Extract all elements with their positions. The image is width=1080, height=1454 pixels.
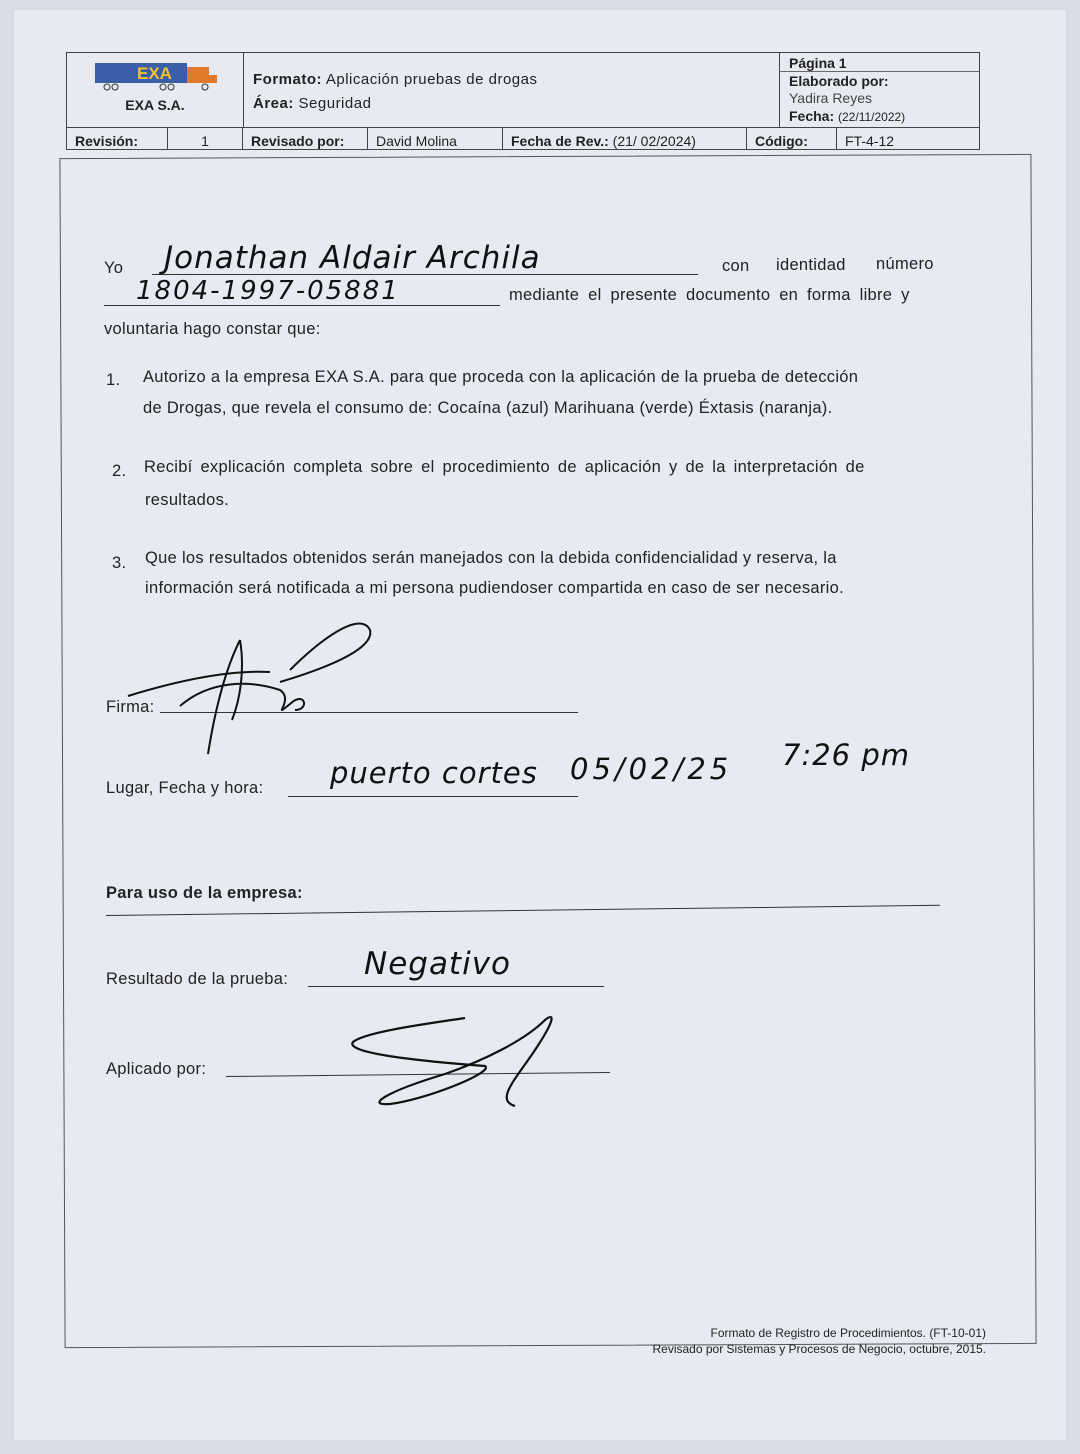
resultado-label: Resultado de la prueba:: [106, 970, 289, 988]
footer-line-1: Formato de Registro de Procedimientos. (FT-10-01): [710, 1326, 986, 1340]
item-3-line1: Que los resultados obtenidos serán manejados con la debida confidencialidad y reserva, la: [145, 549, 837, 567]
applicator-signature: [345, 1010, 565, 1110]
revision-row: [67, 127, 979, 149]
item-1-line2: de Drogas, que revela el consumo de: Cocaína (azul) Marihuana (verde) Éxtasis (naranja).: [143, 399, 833, 417]
lugar-line: [288, 796, 578, 797]
revision-value: 1: [168, 128, 243, 149]
item-1-line1: Autorizo a la empresa EXA S.A. para que proceda con la aplicación de la prueba de detección: [143, 368, 859, 386]
elaborado-value: Yadira Reyes: [789, 90, 873, 106]
fecha-label: Fecha:: [789, 108, 835, 124]
item-2-number: 2.: [112, 462, 127, 480]
aplicado-label: Aplicado por:: [106, 1060, 207, 1078]
fecha-value: (22/11/2022): [838, 110, 906, 124]
mediante-text: mediante el presente documento en forma libre y: [509, 286, 910, 304]
area-label: Área:: [253, 95, 294, 112]
header-table: [66, 52, 980, 150]
handwritten-name: Jonathan Aldair Archila: [164, 240, 541, 276]
empresa-heading: Para uso de la empresa:: [106, 884, 303, 902]
elaborado-label: Elaborado por:: [789, 73, 889, 89]
con-word: con: [722, 257, 750, 275]
svg-text:EXA: EXA: [137, 64, 172, 83]
page-info-cell: [779, 53, 979, 127]
codigo-value: FT-4-12: [845, 133, 895, 149]
firma-label: Firma:: [106, 698, 155, 716]
page-number: Página 1: [789, 55, 847, 71]
applicant-signature: [120, 610, 390, 760]
logo-cell: [67, 53, 244, 127]
handwritten-id: 1804-1997-05881: [136, 276, 400, 306]
numero-word: número: [876, 255, 934, 273]
exa-truck-logo: [93, 61, 221, 93]
voluntaria-text: voluntaria hago constar que:: [104, 320, 321, 338]
identidad-word: identidad: [776, 256, 846, 274]
area-line: [253, 95, 371, 112]
codigo-label: Código:: [747, 128, 837, 149]
footer-line-2: Revisado por Sistemas y Procesos de Negocio, octubre, 2015.: [652, 1342, 986, 1356]
item-3-line2: información será notificada a mi persona pudiendoser compartida en caso de ser necesario.: [145, 579, 844, 597]
handwritten-date: 05/02/25: [570, 752, 733, 786]
format-value: Aplicación pruebas de drogas: [325, 71, 538, 88]
item-2-line1: Recibí explicación completa sobre el procedimiento de aplicación y de la interpretación de: [144, 458, 865, 476]
item-3-number: 3.: [112, 554, 127, 572]
handwritten-time: 7:26 pm: [782, 738, 910, 772]
fecha-rev-line: [503, 128, 747, 149]
item-1-number: 1.: [106, 371, 121, 389]
item-2-line2: resultados.: [145, 491, 230, 509]
revision-label: Revisión:: [67, 128, 168, 149]
revisado-label: Revisado por:: [243, 128, 368, 149]
handwritten-place: puerto cortes: [330, 756, 538, 790]
yo-label: Yo: [104, 259, 124, 277]
revisado-value: David Molina: [368, 128, 503, 149]
handwritten-result: Negativo: [364, 946, 512, 982]
fecha-rev-label: Fecha de Rev.:: [511, 133, 609, 149]
resultado-line: [308, 986, 604, 987]
company-name: EXA S.A.: [125, 97, 185, 113]
format-cell: [243, 53, 780, 127]
format-line: [253, 71, 537, 88]
fecha-line: [789, 108, 905, 124]
fecha-rev-value: (21/ 02/2024): [612, 133, 696, 149]
area-value: Seguridad: [298, 95, 372, 112]
lugar-label: Lugar, Fecha y hora:: [106, 779, 264, 797]
format-label: Formato:: [253, 71, 322, 88]
